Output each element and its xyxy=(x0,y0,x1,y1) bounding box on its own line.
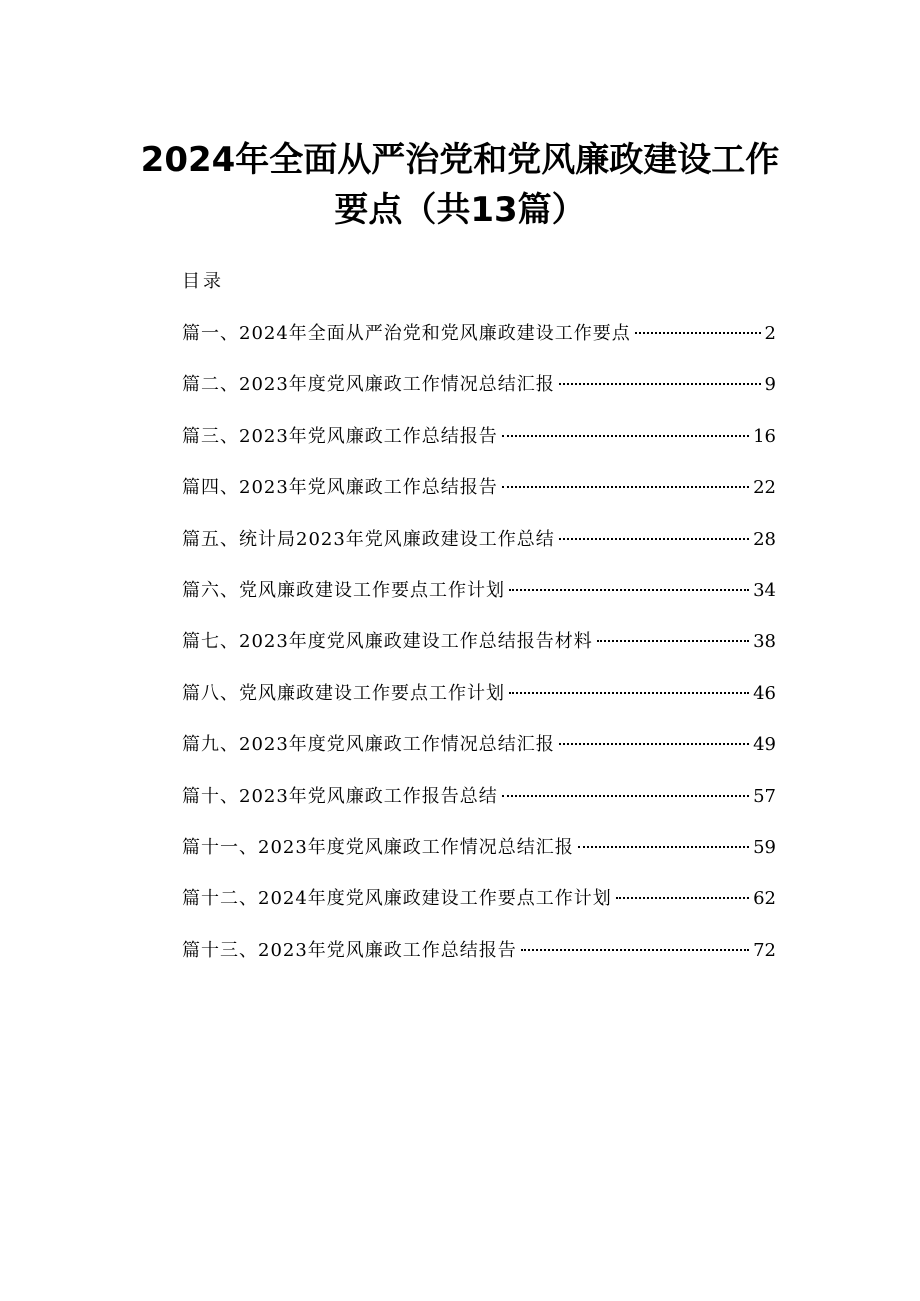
toc-entry-label: 篇十、2023年党风廉政工作报告总结 xyxy=(182,785,498,807)
toc-entry-page: 38 xyxy=(753,631,776,653)
toc-entry-page: 2 xyxy=(764,323,776,344)
toc-entry-page: 9 xyxy=(764,374,776,396)
toc-entry-5[interactable] xyxy=(182,526,776,577)
toc-entry-11[interactable] xyxy=(182,834,776,885)
toc-entry-label: 篇三、2023年党风廉政工作总结报告 xyxy=(182,425,498,447)
toc-entry-1[interactable] xyxy=(182,320,776,371)
toc-entry-page: 57 xyxy=(753,785,776,807)
toc-entry-12[interactable] xyxy=(182,885,776,936)
toc-dot-leader xyxy=(635,332,761,334)
toc-entry-6[interactable] xyxy=(182,577,776,628)
toc-entry-4[interactable] xyxy=(182,474,776,525)
toc-entry-label: 篇六、党风廉政建设工作要点工作计划 xyxy=(182,579,505,601)
toc-entry-label: 篇十二、2024年度党风廉政建设工作要点工作计划 xyxy=(182,888,612,910)
toc-entry-page: 28 xyxy=(753,528,776,550)
toc-entry-8[interactable] xyxy=(182,680,776,731)
toc-entry-label: 篇二、2023年度党风廉政工作情况总结汇报 xyxy=(182,374,555,396)
toc-dot-leader xyxy=(616,897,749,899)
toc-entry-13[interactable] xyxy=(182,937,776,988)
toc-entry-7[interactable] xyxy=(182,628,776,679)
document-title-line-2: 要点（共13篇） xyxy=(334,190,586,230)
toc-dot-leader xyxy=(502,795,749,797)
toc-heading: 目录 xyxy=(182,271,224,292)
toc-entry-page: 34 xyxy=(753,579,776,601)
toc-entry-label: 篇一、2024年全面从严治党和党风廉政建设工作要点 xyxy=(182,323,631,344)
toc-dot-leader xyxy=(521,949,749,951)
toc-entry-page: 62 xyxy=(753,888,776,910)
toc-entry-3[interactable] xyxy=(182,423,776,474)
toc-dot-leader xyxy=(559,383,761,385)
toc-entry-label: 篇四、2023年党风廉政工作总结报告 xyxy=(182,477,498,499)
toc-entry-page: 16 xyxy=(753,425,776,447)
toc-entry-page: 72 xyxy=(753,939,776,961)
toc-dot-leader xyxy=(509,692,749,694)
toc-entry-label: 篇十一、2023年度党风廉政工作情况总结汇报 xyxy=(182,836,574,858)
toc-entry-page: 59 xyxy=(753,836,776,858)
document-title-line-1: 2024年全面从严治党和党风廉政建设工作 xyxy=(140,140,780,180)
toc-entry-label: 篇七、2023年度党风廉政建设工作总结报告材料 xyxy=(182,631,593,653)
table-of-contents xyxy=(182,320,776,988)
toc-entry-page: 49 xyxy=(753,734,776,756)
toc-entry-page: 46 xyxy=(753,682,776,704)
toc-dot-leader xyxy=(502,435,749,437)
toc-dot-leader xyxy=(597,640,749,642)
toc-dot-leader xyxy=(509,589,749,591)
toc-entry-10[interactable] xyxy=(182,783,776,834)
toc-entry-9[interactable] xyxy=(182,731,776,782)
toc-dot-leader xyxy=(559,538,749,540)
toc-entry-page: 22 xyxy=(753,477,776,499)
toc-entry-label: 篇九、2023年度党风廉政工作情况总结汇报 xyxy=(182,734,555,756)
toc-entry-label: 篇五、统计局2023年党风廉政建设工作总结 xyxy=(182,528,555,550)
toc-entry-label: 篇十三、2023年党风廉政工作总结报告 xyxy=(182,939,517,961)
toc-dot-leader xyxy=(559,743,749,745)
toc-dot-leader xyxy=(502,486,749,488)
toc-entry-2[interactable] xyxy=(182,371,776,422)
toc-dot-leader xyxy=(578,846,749,848)
toc-entry-label: 篇八、党风廉政建设工作要点工作计划 xyxy=(182,682,505,704)
